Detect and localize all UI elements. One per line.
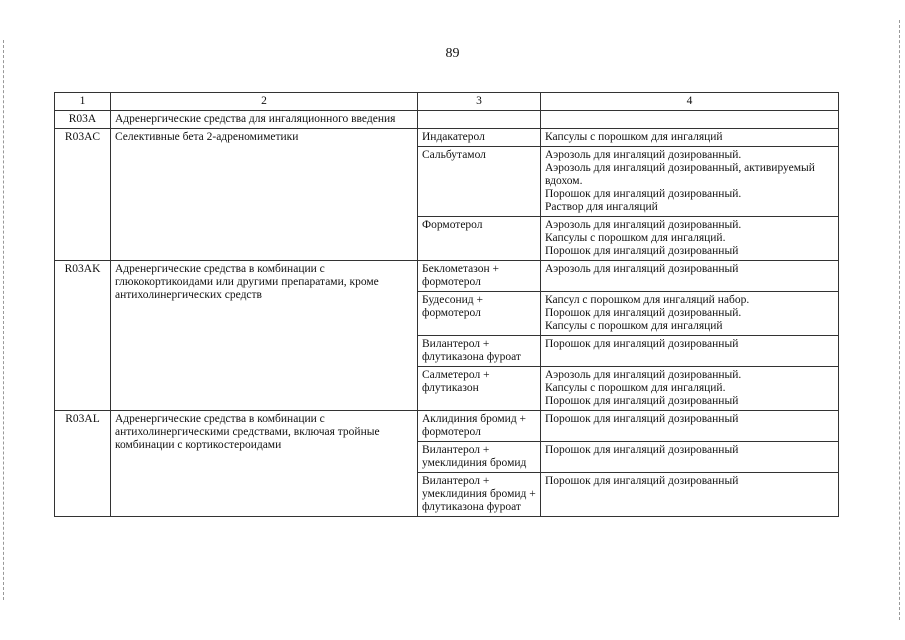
- dosage-form: Капсулы с порошком для ингаляций: [545, 320, 723, 332]
- scan-edge-left: [3, 40, 4, 600]
- dosage-form: Аэрозоль для ингаляций дозированный.: [545, 219, 742, 231]
- dosage-form: Капсулы с порошком для ингаляций: [545, 131, 723, 143]
- dosage-form: Порошок для ингаляций дозированный.: [545, 307, 742, 319]
- drug-table: [54, 92, 839, 517]
- dosage-form: Аэрозоль для ингаляций дозированный.: [545, 369, 742, 381]
- group-name: Селективные бета 2-адреномиметики: [111, 129, 418, 261]
- group-name: Адренергические средства в комбинации с глюкокортикоидами или другими препаратами, кроме антихолинергических средств: [111, 261, 418, 411]
- dosage-forms: [541, 367, 839, 411]
- dosage-forms: [541, 411, 839, 442]
- atc-code: R03AC: [55, 129, 111, 261]
- dosage-form: Порошок для ингаляций дозированный: [545, 475, 739, 487]
- table-body: [55, 111, 839, 517]
- dosage-forms: [541, 217, 839, 261]
- table-row: [55, 261, 839, 292]
- atc-code: R03A: [55, 111, 111, 129]
- dosage-form: Капсулы с порошком для ингаляций.: [545, 232, 726, 244]
- drug-name: Индакатерол: [418, 129, 541, 147]
- drug-name: Вилантерол + флутиказона фуроат: [418, 336, 541, 367]
- dosage-forms: [541, 147, 839, 217]
- dosage-form: Порошок для ингаляций дозированный: [545, 245, 739, 257]
- scan-edge-right: [899, 20, 900, 620]
- dosage-forms: [541, 473, 839, 517]
- drug-name: Будесонид + формотерол: [418, 292, 541, 336]
- drug-name: Аклидиния бромид + формотерол: [418, 411, 541, 442]
- column-header: 1: [55, 93, 111, 111]
- dosage-form: Аэрозоль для ингаляций дозированный.: [545, 149, 742, 161]
- dosage-form: Аэрозоль для ингаляций дозированный: [545, 263, 739, 275]
- drug-name: Сальбутамол: [418, 147, 541, 217]
- table-row: [55, 129, 839, 147]
- atc-code: R03AK: [55, 261, 111, 411]
- group-name: Адренергические средства для ингаляционного введения: [111, 111, 418, 129]
- drug-name: Салметерол + флутиказон: [418, 367, 541, 411]
- drug-name: Формотерол: [418, 217, 541, 261]
- dosage-form: Капсул с порошком для ингаляций набор.: [545, 294, 750, 306]
- drug-name: Вилантерол + умеклидиния бромид + флутиказона фуроат: [418, 473, 541, 517]
- dosage-form: Порошок для ингаляций дозированный.: [545, 188, 742, 200]
- dosage-form: Аэрозоль для ингаляций дозированный, активируемый вдохом.: [545, 162, 815, 187]
- dosage-forms: [541, 129, 839, 147]
- column-header: 3: [418, 93, 541, 111]
- dosage-forms: [541, 442, 839, 473]
- drug-name: Вилантерол + умеклидиния бромид: [418, 442, 541, 473]
- dosage-forms: [541, 292, 839, 336]
- dosage-form: Порошок для ингаляций дозированный: [545, 413, 739, 425]
- column-header: 2: [111, 93, 418, 111]
- atc-code: R03AL: [55, 411, 111, 517]
- dosage-form: Порошок для ингаляций дозированный: [545, 395, 739, 407]
- dosage-form: Раствор для ингаляций: [545, 201, 658, 213]
- table-row: [55, 411, 839, 442]
- dosage-form: Капсулы с порошком для ингаляций.: [545, 382, 726, 394]
- column-header: 4: [541, 93, 839, 111]
- group-name: Адренергические средства в комбинации с антихолинергическими средствами, включая тройные комбинации с кортикостероидами: [111, 411, 418, 517]
- table-header-row: [55, 93, 839, 111]
- dosage-forms: [541, 336, 839, 367]
- dosage-forms: [541, 261, 839, 292]
- dosage-form: Порошок для ингаляций дозированный: [545, 444, 739, 456]
- drug-name: Беклометазон + формотерол: [418, 261, 541, 292]
- empty-cell: [541, 111, 839, 129]
- table-row: [55, 111, 839, 129]
- empty-cell: [418, 111, 541, 129]
- page-number: 89: [445, 46, 460, 61]
- dosage-form: Порошок для ингаляций дозированный: [545, 338, 739, 350]
